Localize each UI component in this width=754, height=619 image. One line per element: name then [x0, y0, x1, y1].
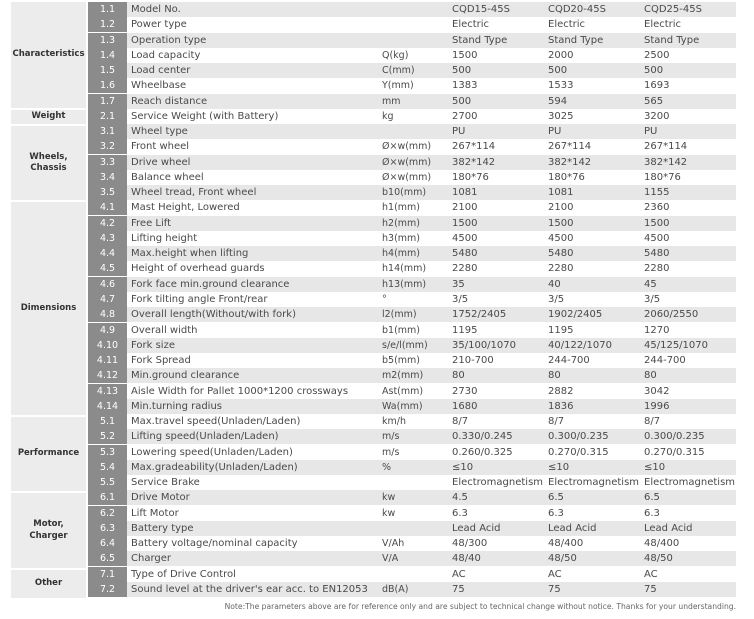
value-cqd15: 80 — [448, 368, 544, 383]
param-name: Overall length(Without/with fork) — [127, 307, 374, 322]
value-cqd25: ≤10 — [640, 460, 736, 475]
param-name: Service Weight (with Battery) — [127, 109, 374, 124]
param-unit: Ø×w(mm) — [374, 155, 448, 170]
param-unit — [374, 475, 448, 490]
row-number: 1.5 — [88, 63, 127, 78]
value-cqd15: 180*76 — [448, 170, 544, 185]
value-cqd20: Electric — [544, 17, 640, 32]
param-unit: m2(mm) — [374, 368, 448, 383]
value-cqd25: Electromagnetism — [640, 475, 736, 490]
row-number: 6.4 — [88, 536, 127, 551]
table-row — [88, 429, 736, 444]
value-cqd20: 8/7 — [544, 414, 640, 429]
table-row — [88, 231, 736, 246]
value-cqd15: 4.5 — [448, 490, 544, 505]
param-unit — [374, 567, 448, 582]
param-name: Free Lift — [127, 216, 374, 231]
value-cqd20: 267*114 — [544, 139, 640, 154]
value-cqd15: 2700 — [448, 109, 544, 124]
value-cqd25: 1693 — [640, 78, 736, 93]
param-name: Aisle Width for Pallet 1000*1200 crossways — [127, 384, 374, 399]
table-row — [88, 139, 736, 154]
param-unit: kg — [374, 109, 448, 124]
value-cqd25: 2500 — [640, 48, 736, 63]
value-cqd20: 1533 — [544, 78, 640, 93]
value-cqd20: 244-700 — [544, 353, 640, 368]
param-unit: mm — [374, 94, 448, 109]
value-cqd20: 4500 — [544, 231, 640, 246]
param-name: Balance wheel — [127, 170, 374, 185]
param-name: Fork Spread — [127, 353, 374, 368]
value-cqd25: 3200 — [640, 109, 736, 124]
value-cqd15: 0.330/0.245 — [448, 429, 544, 444]
group-characteristics: Characteristics — [11, 2, 86, 110]
param-name: Lifting speed(Unladen/Laden) — [127, 429, 374, 444]
param-name: Operation type — [127, 33, 374, 48]
row-number: 5.4 — [88, 460, 127, 475]
row-number: 4.3 — [88, 231, 127, 246]
row-number: 6.3 — [88, 521, 127, 536]
value-cqd25: 180*76 — [640, 170, 736, 185]
row-number: 4.2 — [88, 216, 127, 231]
param-unit: C(mm) — [374, 63, 448, 78]
param-name: Service Brake — [127, 475, 374, 490]
param-unit: Ø×w(mm) — [374, 139, 448, 154]
value-cqd15: Electric — [448, 17, 544, 32]
param-name: Type of Drive Control — [127, 567, 374, 582]
value-cqd15: 1500 — [448, 48, 544, 63]
value-cqd20: PU — [544, 124, 640, 139]
value-cqd20: AC — [544, 567, 640, 582]
table-row — [88, 17, 736, 32]
param-name: Lifting height — [127, 231, 374, 246]
param-name: Model No. — [127, 2, 374, 17]
param-name: Drive Motor — [127, 490, 374, 505]
value-cqd20: Lead Acid — [544, 521, 640, 536]
value-cqd20: 382*142 — [544, 155, 640, 170]
value-cqd25: 1500 — [640, 216, 736, 231]
table-row — [88, 155, 736, 170]
param-name: Drive wheel — [127, 155, 374, 170]
row-number: 4.7 — [88, 292, 127, 307]
value-cqd20: 1902/2405 — [544, 307, 640, 322]
table-row — [88, 185, 736, 200]
value-cqd20: 594 — [544, 94, 640, 109]
param-name: Overall width — [127, 323, 374, 338]
row-number: 5.5 — [88, 475, 127, 490]
param-unit — [374, 33, 448, 48]
row-number: 3.4 — [88, 170, 127, 185]
row-number: 6.1 — [88, 490, 127, 505]
value-cqd20: 1081 — [544, 185, 640, 200]
value-cqd15: 1680 — [448, 399, 544, 414]
value-cqd20: 3/5 — [544, 292, 640, 307]
group-dimensions: Dimensions — [11, 202, 86, 417]
value-cqd25: 2060/2550 — [640, 307, 736, 322]
param-unit: Wa(mm) — [374, 399, 448, 414]
row-number: 6.5 — [88, 551, 127, 566]
table-row — [88, 338, 736, 353]
param-name: Max.travel speed(Unladen/Laden) — [127, 414, 374, 429]
value-cqd20: 5480 — [544, 246, 640, 261]
param-unit: Ast(mm) — [374, 384, 448, 399]
table-row — [88, 521, 736, 536]
table-row — [88, 246, 736, 261]
param-name: Min.turning radius — [127, 399, 374, 414]
table-row — [88, 94, 736, 109]
param-name: Wheelbase — [127, 78, 374, 93]
table-row — [88, 567, 736, 582]
value-cqd15: 2280 — [448, 261, 544, 276]
table-row — [88, 170, 736, 185]
value-cqd15: 35/100/1070 — [448, 338, 544, 353]
table-row — [88, 460, 736, 475]
value-cqd15: 2730 — [448, 384, 544, 399]
table-row — [88, 490, 736, 505]
value-cqd20: 6.5 — [544, 490, 640, 505]
value-cqd15: 267*114 — [448, 139, 544, 154]
table-row — [88, 63, 736, 78]
value-cqd25: 382*142 — [640, 155, 736, 170]
param-name: Reach distance — [127, 94, 374, 109]
value-cqd20: 75 — [544, 582, 640, 597]
param-unit: km/h — [374, 414, 448, 429]
value-cqd20: Electromagnetism — [544, 475, 640, 490]
param-unit: m/s — [374, 445, 448, 460]
param-name: Battery voltage/nominal capacity — [127, 536, 374, 551]
table-row — [88, 216, 736, 231]
value-cqd15: Electromagnetism — [448, 475, 544, 490]
row-number: 4.8 — [88, 307, 127, 322]
table-row — [88, 582, 736, 597]
value-cqd25: 1155 — [640, 185, 736, 200]
value-cqd25: 2280 — [640, 261, 736, 276]
table-row — [88, 536, 736, 551]
value-cqd25: 1270 — [640, 323, 736, 338]
value-cqd20: 2882 — [544, 384, 640, 399]
value-cqd25: 244-700 — [640, 353, 736, 368]
row-number: 4.13 — [88, 384, 127, 399]
param-unit: b1(mm) — [374, 323, 448, 338]
table-row — [88, 277, 736, 292]
param-name: Max.gradeability(Unladen/Laden) — [127, 460, 374, 475]
table-row — [88, 368, 736, 383]
row-number: 3.1 — [88, 124, 127, 139]
param-name: Wheel type — [127, 124, 374, 139]
group-motor-charger: Motor, Charger — [11, 493, 86, 570]
row-number: 3.3 — [88, 155, 127, 170]
value-cqd20: 1500 — [544, 216, 640, 231]
value-cqd20: 3025 — [544, 109, 640, 124]
table-row — [88, 323, 736, 338]
value-cqd20: 2280 — [544, 261, 640, 276]
value-cqd15: 1500 — [448, 216, 544, 231]
table-row — [88, 506, 736, 521]
value-cqd15: 75 — [448, 582, 544, 597]
group-weight: Weight — [11, 110, 86, 126]
table-row — [88, 307, 736, 322]
table-row — [88, 2, 736, 17]
row-number: 4.1 — [88, 200, 127, 215]
param-unit: s/e/l(mm) — [374, 338, 448, 353]
value-cqd15: 1081 — [448, 185, 544, 200]
value-cqd15: PU — [448, 124, 544, 139]
value-cqd20: 180*76 — [544, 170, 640, 185]
row-number: 4.14 — [88, 399, 127, 414]
row-number: 4.10 — [88, 338, 127, 353]
value-cqd15: 500 — [448, 94, 544, 109]
row-number: 1.1 — [88, 2, 127, 17]
param-name: Lowering speed(Unladen/Laden) — [127, 445, 374, 460]
row-number: 1.7 — [88, 94, 127, 109]
value-cqd15: 210-700 — [448, 353, 544, 368]
value-cqd25: Electric — [640, 17, 736, 32]
value-cqd25: 3042 — [640, 384, 736, 399]
row-number: 4.4 — [88, 246, 127, 261]
value-cqd25: CQD25-45S — [640, 2, 736, 17]
param-unit: h3(mm) — [374, 231, 448, 246]
value-cqd20: 48/400 — [544, 536, 640, 551]
param-unit: V/Ah — [374, 536, 448, 551]
value-cqd20: ≤10 — [544, 460, 640, 475]
value-cqd25: 267*114 — [640, 139, 736, 154]
value-cqd15: 0.260/0.325 — [448, 445, 544, 460]
row-number: 7.1 — [88, 567, 127, 582]
param-unit: V/A — [374, 551, 448, 566]
table-row — [88, 551, 736, 566]
param-unit — [374, 124, 448, 139]
value-cqd25: 6.5 — [640, 490, 736, 505]
value-cqd15: Stand Type — [448, 33, 544, 48]
param-name: Max.height when lifting — [127, 246, 374, 261]
table-row — [88, 33, 736, 48]
value-cqd20: 40 — [544, 277, 640, 292]
param-unit: Y(mm) — [374, 78, 448, 93]
row-number: 5.2 — [88, 429, 127, 444]
value-cqd15: 4500 — [448, 231, 544, 246]
param-name: Min.ground clearance — [127, 368, 374, 383]
table-row — [88, 124, 736, 139]
param-unit: m/s — [374, 429, 448, 444]
param-unit: h4(mm) — [374, 246, 448, 261]
row-number: 1.2 — [88, 17, 127, 32]
param-unit — [374, 521, 448, 536]
table-row — [88, 261, 736, 276]
value-cqd15: ≤10 — [448, 460, 544, 475]
value-cqd20: 40/122/1070 — [544, 338, 640, 353]
table-row — [88, 384, 736, 399]
value-cqd15: 1752/2405 — [448, 307, 544, 322]
value-cqd20: 1195 — [544, 323, 640, 338]
value-cqd25: 48/400 — [640, 536, 736, 551]
value-cqd15: 48/40 — [448, 551, 544, 566]
value-cqd25: 0.270/0.315 — [640, 445, 736, 460]
value-cqd25: 565 — [640, 94, 736, 109]
value-cqd25: AC — [640, 567, 736, 582]
value-cqd15: 3/5 — [448, 292, 544, 307]
value-cqd15: CQD15-45S — [448, 2, 544, 17]
group-wheels-chassis: Wheels, Chassis — [11, 126, 86, 202]
value-cqd20: 500 — [544, 63, 640, 78]
param-unit: kw — [374, 490, 448, 505]
value-cqd25: 80 — [640, 368, 736, 383]
param-name: Load capacity — [127, 48, 374, 63]
value-cqd25: 5480 — [640, 246, 736, 261]
value-cqd15: 2100 — [448, 200, 544, 215]
param-name: Wheel tread, Front wheel — [127, 185, 374, 200]
row-number: 4.5 — [88, 261, 127, 276]
value-cqd15: 5480 — [448, 246, 544, 261]
row-number: 2.1 — [88, 109, 127, 124]
row-number: 4.11 — [88, 353, 127, 368]
table-row — [88, 414, 736, 429]
table-row — [88, 200, 736, 215]
param-name: Fork size — [127, 338, 374, 353]
value-cqd20: 0.300/0.235 — [544, 429, 640, 444]
table-row — [88, 399, 736, 414]
row-number: 1.6 — [88, 78, 127, 93]
row-number: 3.5 — [88, 185, 127, 200]
param-unit: h2(mm) — [374, 216, 448, 231]
value-cqd20: Stand Type — [544, 33, 640, 48]
param-unit: h13(mm) — [374, 277, 448, 292]
param-unit: h14(mm) — [374, 261, 448, 276]
param-name: Height of overhead guards — [127, 261, 374, 276]
param-unit: Q(kg) — [374, 48, 448, 63]
row-number: 4.6 — [88, 277, 127, 292]
row-number: 5.3 — [88, 445, 127, 460]
value-cqd25: 4500 — [640, 231, 736, 246]
value-cqd25: 3/5 — [640, 292, 736, 307]
value-cqd15: 1195 — [448, 323, 544, 338]
value-cqd15: 6.3 — [448, 506, 544, 521]
param-unit: ° — [374, 292, 448, 307]
param-unit: b5(mm) — [374, 353, 448, 368]
value-cqd15: 8/7 — [448, 414, 544, 429]
value-cqd25: Stand Type — [640, 33, 736, 48]
value-cqd20: 80 — [544, 368, 640, 383]
value-cqd25: 0.300/0.235 — [640, 429, 736, 444]
table-row — [88, 445, 736, 460]
value-cqd20: 1836 — [544, 399, 640, 414]
table-row — [88, 353, 736, 368]
row-number: 1.3 — [88, 33, 127, 48]
param-name: Sound level at the driver's ear acc. to EN12053 — [127, 582, 374, 597]
value-cqd15: 48/300 — [448, 536, 544, 551]
table-row — [88, 109, 736, 124]
table-row — [88, 48, 736, 63]
row-number: 7.2 — [88, 582, 127, 597]
table-row — [88, 475, 736, 490]
param-unit: l2(mm) — [374, 307, 448, 322]
row-number: 1.4 — [88, 48, 127, 63]
param-name: Power type — [127, 17, 374, 32]
value-cqd25: 2360 — [640, 200, 736, 215]
value-cqd20: 48/50 — [544, 551, 640, 566]
value-cqd15: Lead Acid — [448, 521, 544, 536]
param-unit: kw — [374, 506, 448, 521]
row-number: 4.9 — [88, 323, 127, 338]
value-cqd15: 382*142 — [448, 155, 544, 170]
param-unit: Ø×w(mm) — [374, 170, 448, 185]
value-cqd25: 75 — [640, 582, 736, 597]
value-cqd20: CQD20-45S — [544, 2, 640, 17]
value-cqd25: 8/7 — [640, 414, 736, 429]
param-name: Fork tilting angle Front/rear — [127, 292, 374, 307]
param-name: Fork face min.ground clearance — [127, 277, 374, 292]
param-unit: b10(mm) — [374, 185, 448, 200]
footnote: Note:The parameters above are for reference only and are subject to technical change without notice. Thanks for your understanding. — [224, 602, 736, 611]
value-cqd25: 45 — [640, 277, 736, 292]
value-cqd25: Lead Acid — [640, 521, 736, 536]
value-cqd15: 1383 — [448, 78, 544, 93]
param-unit: % — [374, 460, 448, 475]
param-name: Battery type — [127, 521, 374, 536]
param-name: Charger — [127, 551, 374, 566]
value-cqd20: 6.3 — [544, 506, 640, 521]
value-cqd20: 2100 — [544, 200, 640, 215]
param-name: Lift Motor — [127, 506, 374, 521]
table-row — [88, 292, 736, 307]
value-cqd25: 45/125/1070 — [640, 338, 736, 353]
row-number: 6.2 — [88, 506, 127, 521]
value-cqd25: 500 — [640, 63, 736, 78]
param-name: Front wheel — [127, 139, 374, 154]
param-name: Mast Height, Lowered — [127, 200, 374, 215]
row-number: 4.12 — [88, 368, 127, 383]
value-cqd25: PU — [640, 124, 736, 139]
param-unit: dB(A) — [374, 582, 448, 597]
table-row — [88, 78, 736, 93]
value-cqd25: 1996 — [640, 399, 736, 414]
value-cqd15: 500 — [448, 63, 544, 78]
row-number: 5.1 — [88, 414, 127, 429]
value-cqd15: AC — [448, 567, 544, 582]
value-cqd15: 35 — [448, 277, 544, 292]
value-cqd20: 2000 — [544, 48, 640, 63]
group-performance: Performance — [11, 417, 86, 493]
param-unit: h1(mm) — [374, 200, 448, 215]
value-cqd20: 0.270/0.315 — [544, 445, 640, 460]
param-unit — [374, 2, 448, 17]
value-cqd25: 6.3 — [640, 506, 736, 521]
param-name: Load center — [127, 63, 374, 78]
value-cqd25: 48/50 — [640, 551, 736, 566]
group-other: Other — [11, 570, 86, 600]
row-number: 3.2 — [88, 139, 127, 154]
param-unit — [374, 17, 448, 32]
